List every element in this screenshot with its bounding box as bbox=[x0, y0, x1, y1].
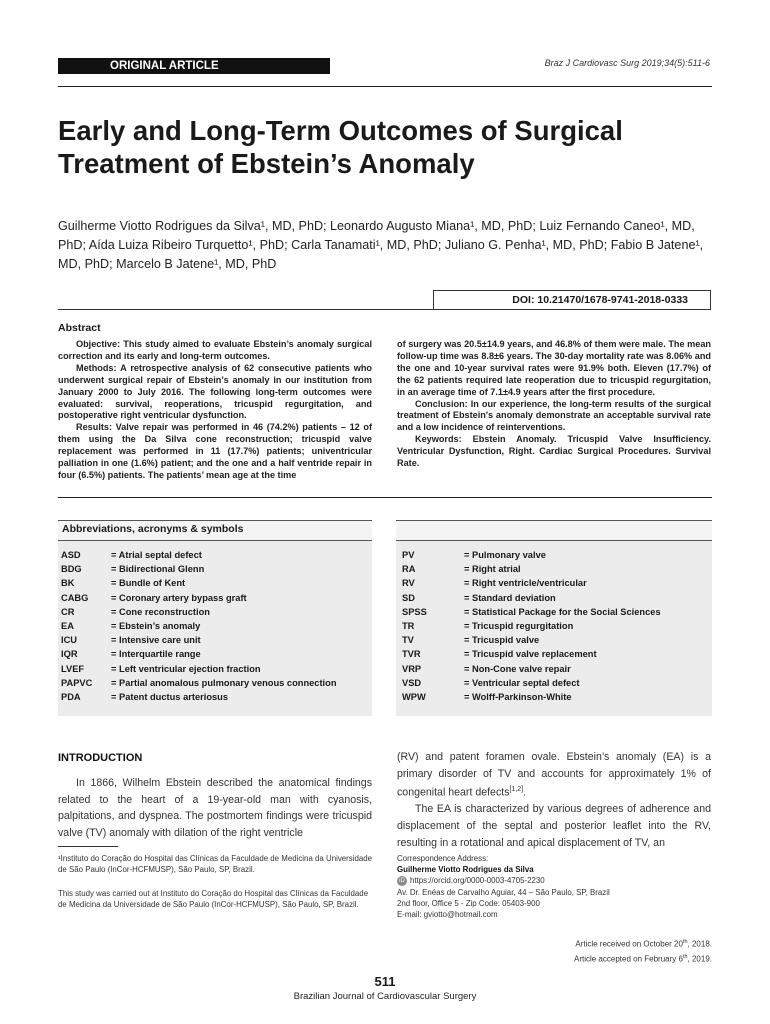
address-line-1: Av. Dr. Enéas de Carvalho Aguiar, 44 – São Paulo, SP, Brazil bbox=[397, 887, 610, 897]
abbreviation-code: BDG bbox=[61, 564, 82, 575]
correspondence-label: Correspondence Address: bbox=[397, 854, 489, 863]
title-line-1: Early and Long-Term Outcomes of Surgical bbox=[58, 115, 623, 146]
abbreviation-definition: = Interquartile range bbox=[111, 649, 201, 660]
author-list bbox=[58, 217, 718, 274]
abbreviation-code: PAPVC bbox=[61, 677, 93, 688]
received-date bbox=[574, 936, 712, 951]
citation-ref[interactable]: [1,2] bbox=[509, 786, 524, 794]
abbreviation-row bbox=[61, 647, 337, 661]
doi-box bbox=[433, 290, 711, 310]
abbreviation-code: SD bbox=[402, 592, 415, 603]
abbreviation-definition: = Tricuspid valve bbox=[464, 635, 540, 646]
abbreviation-row bbox=[61, 690, 337, 704]
study-location-footnote: This study was carried out at Instituto do Coração do Hospital das Clínicas da Faculdade de Medicina da Universidade de São Paulo (InCor-HCFMUSP), São Paulo, SP, Brazil. bbox=[58, 889, 369, 910]
abbreviation-definition: = Cone reconstruction bbox=[111, 606, 210, 617]
abbreviation-code: RA bbox=[402, 564, 416, 575]
abbreviations-column-gap bbox=[372, 520, 396, 716]
abbreviation-code: RV bbox=[402, 578, 415, 589]
abstract-heading: Abstract bbox=[58, 322, 101, 334]
author-line-3: MD, PhD; Marcelo B Jatene¹, MD, PhD bbox=[58, 257, 277, 271]
abbreviation-definition: = Ventricular septal defect bbox=[464, 677, 580, 688]
abbreviation-row bbox=[61, 676, 337, 690]
abbreviation-code: BK bbox=[61, 578, 75, 589]
abbreviation-row bbox=[61, 591, 337, 605]
abbreviation-definition: = Standard deviation bbox=[464, 592, 556, 603]
abbreviations-left-list bbox=[61, 548, 337, 704]
abbreviation-definition: = Tricuspid regurgitation bbox=[464, 621, 574, 632]
affiliation-footnote: ¹Instituto do Coração do Hospital das Clínicas da Faculdade de Medicina da Universidade de São Paulo (InCor-HCFMUSP), São Paulo, SP, Brazil. bbox=[58, 854, 373, 875]
abbreviation-definition: = Wolff-Parkinson-White bbox=[464, 692, 572, 703]
introduction-heading: INTRODUCTION bbox=[58, 752, 143, 764]
abstract-left-column bbox=[58, 339, 372, 482]
intro-para-text: (RV) and patent foramen ovale. Ebstein’s anomaly (EA) is a primary disorder of TV and accounts for approximately 1% of congenital heart defects bbox=[397, 751, 711, 799]
abbreviation-code: CR bbox=[61, 606, 75, 617]
abbreviation-row bbox=[61, 548, 337, 562]
abbreviation-definition: = Partial anomalous pulmonary venous connection bbox=[111, 677, 337, 688]
abbreviation-definition: = Statistical Package for the Social Sciences bbox=[464, 606, 661, 617]
abbreviation-code: ICU bbox=[61, 635, 78, 646]
abstract-results: Results: Valve repair was performed in 46 (74.2%) patients – 12 of them using the Da Silva cone reconstruction; tricuspid valve replacement was performed in 11 (17.7%) patients; univentricular palliation in one (1.6%) patient; and the one and a half ventride repair in four (6.5%) patients. The patients’ mean age at the time bbox=[58, 422, 372, 480]
abbreviation-row bbox=[402, 591, 661, 605]
abbreviation-row bbox=[61, 605, 337, 619]
doi-divider bbox=[58, 309, 433, 310]
page-number: 511 bbox=[374, 974, 396, 989]
abbreviation-definition: = Right atrial bbox=[464, 564, 521, 575]
article-dates bbox=[574, 936, 712, 965]
abbreviation-definition: = Left ventricular ejection fraction bbox=[111, 663, 261, 674]
abbreviation-code: CABG bbox=[61, 592, 89, 603]
orcid-line bbox=[397, 875, 715, 886]
header-divider bbox=[58, 86, 712, 87]
abbreviation-definition: = Ebstein’s anomaly bbox=[111, 621, 201, 632]
accepted-year: , 2019. bbox=[687, 954, 712, 964]
address-line-2: 2nd floor, Office 5 - Zip Code: 05403-900 bbox=[397, 898, 540, 908]
author-line-2: PhD; Aída Luiza Ribeiro Turquetto¹, PhD; Carla Tanamati¹, MD, PhD; Juliano G. Penha¹, MD, PhD; Fabio B Jatene¹, bbox=[58, 238, 704, 252]
author-line-1: Guilherme Viotto Rodrigues da Silva¹, MD, PhD; Leonardo Augusto Miana¹, MD, PhD; Luiz Fernando Caneo¹, MD, bbox=[58, 219, 695, 233]
abbreviation-definition: = Atrial septal defect bbox=[111, 550, 202, 560]
abbreviation-definition: = Bundle of Kent bbox=[111, 578, 186, 589]
abbreviation-row bbox=[402, 633, 661, 647]
abbreviation-definition: = Non-Cone valve repair bbox=[464, 663, 571, 674]
journal-name-footer: Brazilian Journal of Cardiovascular Surgery bbox=[293, 991, 477, 1002]
abstract-right-column bbox=[397, 339, 711, 470]
accepted-text: Article accepted on February 6 bbox=[573, 954, 683, 964]
abbreviation-row bbox=[402, 562, 661, 576]
abbreviation-row bbox=[61, 576, 337, 590]
introduction-paragraph-2: The EA is characterized by various degrees of adherence and displacement of the septal and posterior leaflet into the RV, resulting in a rotational and apical displacement of TV, an bbox=[397, 803, 711, 849]
abbreviation-row bbox=[61, 633, 337, 647]
doi-text[interactable]: DOI: 10.21470/1678-9741-2018-0333 bbox=[512, 294, 688, 306]
orcid-icon: iD bbox=[397, 876, 407, 886]
abbreviation-definition: = Intensive care unit bbox=[111, 635, 201, 646]
abbreviation-row bbox=[61, 562, 337, 576]
intro-para-end: . bbox=[523, 786, 527, 799]
abbreviation-definition: = Patent ductus arteriosus bbox=[111, 692, 229, 703]
abbreviation-row bbox=[402, 662, 661, 676]
abbreviation-definition: = Bidirectional Glenn bbox=[111, 564, 205, 575]
introduction-paragraph-1-cont bbox=[397, 749, 711, 801]
abbreviation-code: VRP bbox=[402, 663, 422, 674]
abstract-conclusion: Conclusion: In our experience, the long-term results of the surgical treatment of Ebstein's anomaly demonstrate an acceptable survival rate and a low incidence of reinterventions. bbox=[397, 398, 711, 433]
abbreviation-code: PV bbox=[402, 550, 415, 560]
abbreviations-heading: Abbreviations, acronyms & symbols bbox=[62, 523, 244, 535]
correspondence-block bbox=[397, 853, 715, 920]
abbreviation-definition: = Right ventricle/ventricular bbox=[464, 578, 587, 589]
abbreviation-row bbox=[402, 605, 661, 619]
abbreviation-code: TR bbox=[402, 621, 415, 632]
abbreviation-code: WPW bbox=[402, 692, 426, 703]
received-suffix: th bbox=[682, 939, 688, 945]
article-title bbox=[58, 114, 718, 180]
abbreviation-code: EA bbox=[61, 621, 74, 632]
introduction-paragraph-1: In 1866, Wilhelm Ebstein described the anatomical findings related to the heart of a 19-year-old man with cyanosis, palpitations, and dyspnea. The postmortem findings were tricuspid valve (TV) anomaly with dilation of the right ventricle bbox=[58, 777, 372, 839]
title-line-2: Treatment of Ebstein’s Anomaly bbox=[58, 148, 475, 179]
abbreviation-code: ASD bbox=[61, 550, 81, 560]
abbreviation-code: TV bbox=[402, 635, 414, 646]
orcid-link[interactable]: https://orcid.org/0000-0003-4705-2230 bbox=[410, 876, 545, 886]
accepted-date bbox=[574, 951, 712, 966]
abbreviation-definition: = Coronary artery bypass graft bbox=[111, 592, 247, 603]
abstract-divider bbox=[58, 497, 712, 498]
journal-citation: Braz J Cardiovasc Surg 2019;34(5):511-6 bbox=[544, 58, 710, 68]
abbreviation-row bbox=[402, 576, 661, 590]
abstract-results-cont: of surgery was 20.5±14.9 years, and 46.8% of them were male. The mean follow-up time was 8.8±6 years. The 30-day mortality rate was 8.06% and the one and 10-year survival rates were 91.9% both. Eleven (17.7%) of the 62 patients required late reoperation due to tricuspid regurgitation, in an average time of 7.1±4.9 years after the first procedure. bbox=[397, 339, 711, 397]
abbreviation-row bbox=[402, 690, 661, 704]
abbreviation-code: SPSS bbox=[402, 606, 427, 617]
abbreviation-code: VSD bbox=[402, 677, 422, 688]
correspondence-name: Guilherme Viotto Rodrigues da Silva bbox=[397, 865, 534, 875]
abbreviation-row bbox=[402, 647, 661, 661]
received-text: Article received on October 20 bbox=[575, 939, 683, 949]
abstract-objective: Objective: This study aimed to evaluate Ebstein’s anomaly surgical correction and its early and long-term outcomes. bbox=[58, 339, 372, 361]
abbreviation-row bbox=[61, 662, 337, 676]
introduction-right-column bbox=[397, 749, 711, 851]
received-year: , 2018. bbox=[687, 939, 712, 949]
abbreviation-definition: = Tricuspid valve replacement bbox=[464, 649, 597, 660]
article-type-badge: ORIGINAL ARTICLE bbox=[58, 58, 330, 74]
email-line[interactable]: E-mail: gviotto@hotmail.com bbox=[397, 910, 498, 920]
abbreviation-definition: = Pulmonary valve bbox=[464, 550, 546, 560]
abbreviation-row bbox=[61, 619, 337, 633]
abbreviation-row bbox=[402, 676, 661, 690]
abbreviations-right-list bbox=[402, 548, 661, 704]
abbreviation-code: TVR bbox=[402, 649, 421, 660]
abbreviation-code: IQR bbox=[61, 649, 78, 660]
abstract-methods: Methods: A retrospective analysis of 62 consecutive patients who underwent surgical repair of Ebstein’s anomaly in our institution from January 2000 to July 2016. The following long-term outcomes were evaluated: survival, reoperations, tricuspid regurgitation, and postoperative right ventricular dysfunction. bbox=[58, 362, 372, 421]
abstract-keywords: Keywords: Ebstein Anomaly. Tricuspid Valve Insufficiency. Ventricular Dysfunction, Right. Cardiac Surgical Procedures. Survival Rate. bbox=[397, 434, 711, 469]
abbreviation-code: LVEF bbox=[61, 663, 85, 674]
abbreviation-code: PDA bbox=[61, 692, 81, 703]
introduction-left-column bbox=[58, 775, 372, 841]
abbreviation-row bbox=[402, 619, 661, 633]
accepted-suffix: th bbox=[682, 953, 688, 960]
abbreviation-row bbox=[402, 548, 661, 562]
footnote-divider bbox=[58, 846, 118, 847]
